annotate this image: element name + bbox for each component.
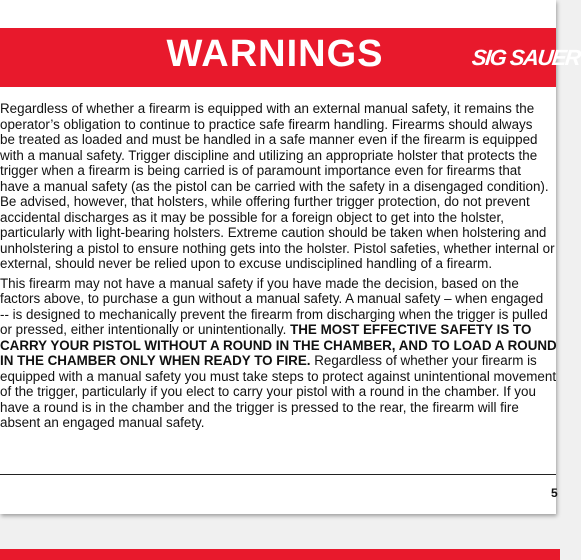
text-segment: factors above, to purchase a gun without a manual safety. A manual safety – when engaged xyxy=(0,291,544,306)
text-segment: have a round is in the chamber and the trigger is pressed to the rear, the firearm will fire xyxy=(0,399,519,415)
text-line xyxy=(0,353,556,369)
text-line: with a manual safety. Trigger discipline and utilizing an appropriate holster that protects the xyxy=(0,147,538,163)
text-line: trigger when a firearm is being carried is of paramount importance even for firearms that xyxy=(0,163,521,178)
text-line: operator’s obligation to continue to practice safe firearm handling. Firearms should always xyxy=(0,116,533,132)
text-segment: absent an engaged manual safety. xyxy=(0,415,205,430)
text-line: accidental discharges as it may be possible for a foreign object to get into the holster, xyxy=(0,209,504,225)
text-line: Regardless of whether a firearm is equipped with an external manual safety, it remains the xyxy=(0,101,535,116)
text-line xyxy=(0,400,556,416)
warnings-banner xyxy=(0,28,581,87)
sig-sauer-logo: SIG SAUER xyxy=(470,45,581,70)
next-page-banner-edge xyxy=(0,549,560,560)
text-line xyxy=(0,384,556,400)
text-line: external, should never be relied upon to excuse undisciplined handling of a firearm. xyxy=(0,256,493,271)
text-line: Be advised, however, that holsters, while offering further trigger protection, do not prevent xyxy=(0,194,530,209)
bold-warning-text: CARRY YOUR PISTOL WITHOUT A ROUND IN THE CHAMBER, AND TO LOAD A ROUND xyxy=(0,337,557,353)
text-line xyxy=(0,369,556,385)
page-number: 5 xyxy=(551,486,558,500)
text-line xyxy=(0,291,556,307)
text-segment: or pressed, either intentionally or unintentionally. xyxy=(0,322,291,337)
text-line: unholstering a pistol to ensure nothing gets into the holster. Pistol safeties, whether internal or xyxy=(0,240,555,256)
text-line: have a manual safety (as the pistol can be carried with the safety in a disengaged condition). xyxy=(0,178,549,194)
text-segment: This firearm may not have a manual safety if you have made the decision, based on the xyxy=(0,275,519,291)
warning-body xyxy=(0,101,556,431)
text-line xyxy=(0,307,556,323)
text-segment: equipped with a manual safety you must take steps to protect against unintentional movement xyxy=(0,368,557,384)
text-segment: Regardless of whether your firearm is xyxy=(310,353,537,368)
text-line: be treated as loaded and must be handled in a safe manner even if the firearm is equipped xyxy=(0,132,538,147)
text-segment: -- is designed to mechanically prevent the firearm from discharging when the trigger is pulled xyxy=(0,306,548,322)
footer-rule xyxy=(0,474,556,475)
text-line xyxy=(0,415,556,431)
bold-warning-text: THE MOST EFFECTIVE SAFETY IS TO xyxy=(290,322,532,337)
paragraph-2 xyxy=(0,276,556,431)
paragraph-1 xyxy=(0,101,556,272)
bold-warning-text: IN THE CHAMBER ONLY WHEN READY TO FIRE. xyxy=(0,353,311,368)
page-title: WARNINGS xyxy=(166,33,384,75)
text-line xyxy=(0,338,556,354)
text-line xyxy=(0,322,556,338)
text-segment: of the trigger, particularly if you elect to carry your pistol with a round in the chamber. If you xyxy=(0,384,536,399)
text-line: particularly with light-bearing holsters. Extreme caution should be taken when holstering and xyxy=(0,225,547,240)
text-line xyxy=(0,276,556,292)
